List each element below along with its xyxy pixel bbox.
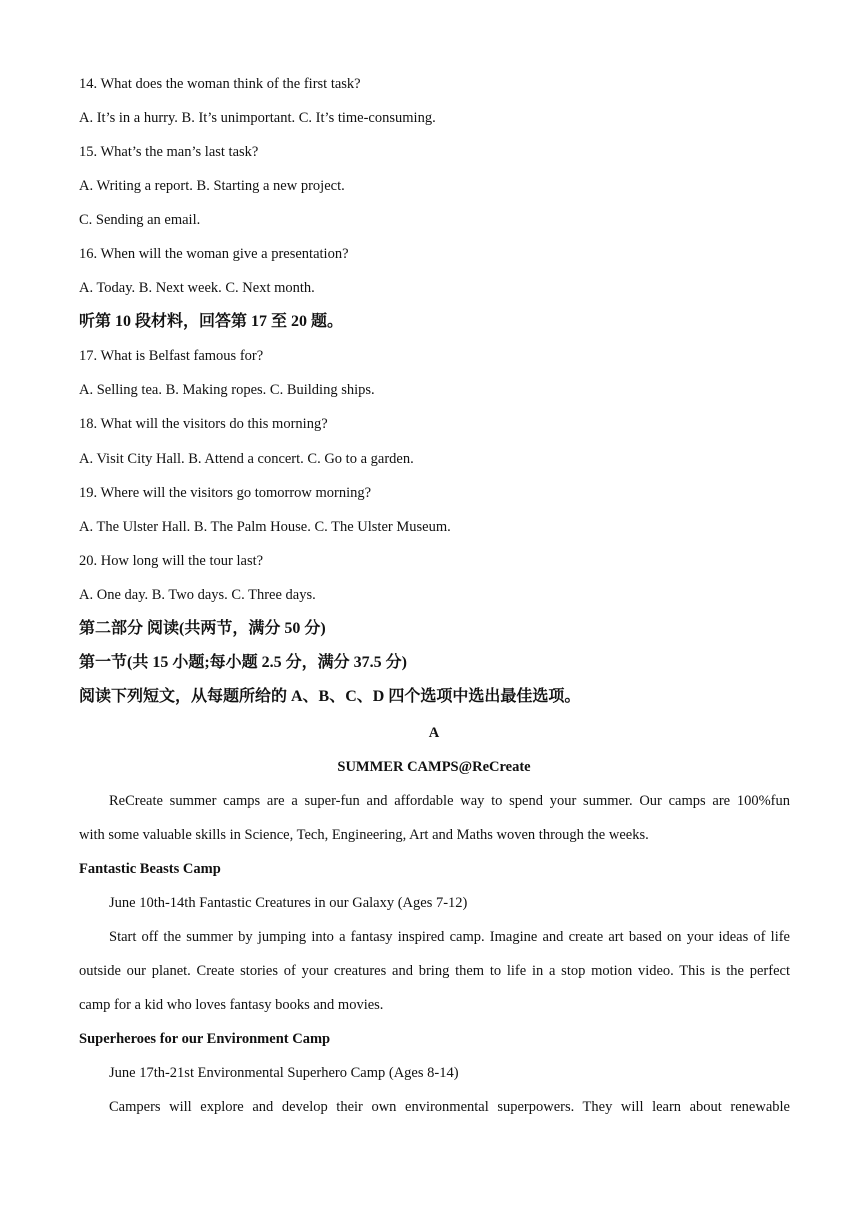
camp-1-dates: June 10th-14th Fantastic Creatures in our Galaxy (Ages 7-12) (109, 895, 468, 911)
question-18-options: A. Visit City Hall. B. Attend a concert. C. Go to a garden. (79, 451, 414, 467)
question-20-options: A. One day. B. Two days. C. Three days. (79, 587, 316, 603)
intro-line-1: ReCreate summer camps are a super-fun and affordable way to spend your summer. Our camps are 100%fun (109, 793, 790, 809)
question-15-stem: 15. What’s the man’s last task? (79, 144, 259, 160)
question-16-stem: 16. When will the woman give a presentation? (79, 246, 349, 262)
question-17-stem: 17. What is Belfast famous for? (79, 348, 264, 364)
passage-letter: A (428, 725, 440, 741)
question-17-options: A. Selling tea. B. Making ropes. C. Building ships. (79, 382, 375, 398)
question-19-stem: 19. Where will the visitors go tomorrow morning? (79, 485, 372, 501)
question-15-options-line-2: C. Sending an email. (79, 212, 201, 228)
question-15-options-line-1: A. Writing a report. B. Starting a new project. (79, 178, 345, 194)
part-two-heading: 第二部分 阅读(共两节，满分 50 分) (79, 620, 326, 637)
camp-2-dates: June 17th-21st Environmental Superhero Camp (Ages 8-14) (109, 1065, 459, 1081)
passage-title: SUMMER CAMPS@ReCreate (337, 759, 531, 775)
camp-1-desc-line-1: Start off the summer by jumping into a fantasy inspired camp. Imagine and create art based on your ideas of life (109, 929, 790, 945)
question-14-options: A. It’s in a hurry. B. It’s unimportant. C. It’s time-consuming. (79, 110, 436, 126)
camp-1-desc-line-2: outside our planet. Create stories of your creatures and bring them to life in a stop motion video. This is the perfect (79, 963, 790, 979)
question-20-stem: 20. How long will the tour last? (79, 553, 264, 569)
intro-line-2: with some valuable skills in Science, Tech, Engineering, Art and Maths woven through the weeks. (79, 827, 649, 843)
camp-1-desc-line-3: camp for a kid who loves fantasy books and movies. (79, 997, 384, 1013)
question-16-options: A. Today. B. Next week. C. Next month. (79, 280, 315, 296)
question-18-stem: 18. What will the visitors do this morning? (79, 416, 328, 432)
camp-2-name: Superheroes for our Environment Camp (79, 1031, 331, 1047)
question-14-stem: 14. What does the woman think of the first task? (79, 76, 361, 92)
section-one-heading: 第一节(共 15 小题;每小题 2.5 分，满分 37.5 分) (79, 654, 407, 671)
camp-1-name: Fantastic Beasts Camp (79, 861, 221, 877)
section-10-heading: 听第 10 段材料，回答第 17 至 20 题。 (79, 313, 344, 330)
camp-2-desc-line-1: Campers will explore and develop their own environmental superpowers. They will learn about renewable (109, 1099, 790, 1115)
question-19-options: A. The Ulster Hall. B. The Palm House. C. The Ulster Museum. (79, 519, 451, 535)
reading-instruction: 阅读下列短文，从每题所给的 A、B、C、D 四个选项中选出最佳选项。 (79, 688, 581, 705)
